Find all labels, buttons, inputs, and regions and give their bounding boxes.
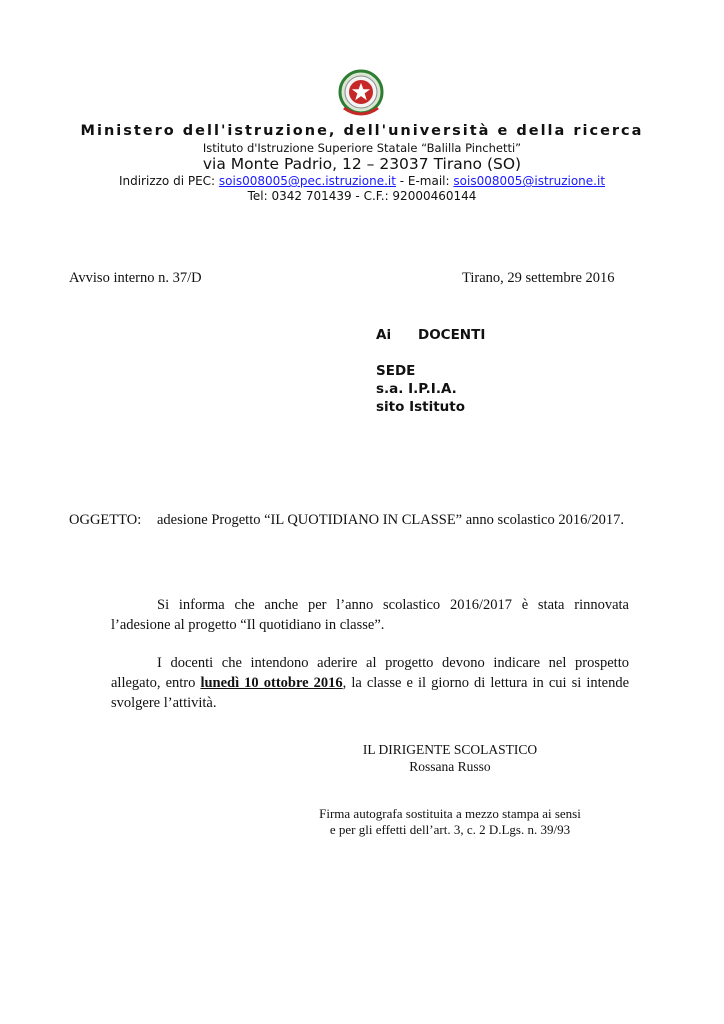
contact-line: [0, 174, 724, 188]
place-date: Tirano, 29 settembre 2016: [462, 270, 615, 286]
body-paragraph-1: Si informa che anche per l’anno scolastico 2016/2017 è stata rinnovata l’adesione al progetto “Il quotidiano in classe”.: [111, 597, 629, 633]
notice-number: Avviso interno n. 37/D: [69, 270, 202, 286]
subject-text: adesione Progetto “IL QUOTIDIANO IN CLASSE” anno scolastico 2016/2017.: [157, 512, 625, 528]
p2-before: I docenti che intendono aderire al progetto devono indicare nel prospetto allegato, entro: [111, 655, 629, 691]
recipient-docenti: DOCENTI: [418, 327, 486, 343]
tel-line: Tel: 0342 701439 - C.F.: 92000460144: [247, 189, 477, 203]
school-name: Istituto d'Istruzione Superiore Statale “Balilla Pinchetti”: [202, 141, 522, 155]
subject-label: OGGETTO:: [69, 512, 142, 528]
recipient-ai: Ai: [376, 327, 392, 343]
recipient-sito: sito Istituto: [376, 399, 466, 415]
school-address: via Monte Padrio, 12 – 23037 Tirano (SO): [202, 155, 522, 173]
republic-emblem-icon: [336, 68, 386, 120]
p2-after: , la classe e il giorno di lettura in cui si intende svolgere l’attività.: [111, 675, 630, 711]
email-label: - E-mail:: [395, 174, 454, 188]
ministry-title: Ministero dell'istruzione, dell'università e della ricerca: [80, 123, 644, 139]
signature-role: IL DIRIGENTE SCOLASTICO: [362, 742, 538, 757]
pec-label: Indirizzo di PEC:: [118, 174, 219, 188]
body-paragraph-2: [111, 653, 629, 713]
signature-name: Rossana Russo: [409, 759, 491, 774]
signature-note-2: e per gli effetti dell’art. 3, c. 2 D.Lgs. n. 39/93: [329, 822, 571, 837]
pec-email-link[interactable]: sois008005@pec.istruzione.it: [218, 174, 396, 188]
signature-note-1: Firma autografa sostituita a mezzo stampa ai sensi: [319, 806, 581, 821]
recipient-sede: SEDE: [376, 363, 416, 379]
email-link[interactable]: sois008005@istruzione.it: [453, 174, 606, 188]
recipient-ipia: s.a. I.P.I.A.: [376, 381, 457, 397]
deadline-date: lunedì 10 ottobre 2016: [200, 675, 343, 691]
